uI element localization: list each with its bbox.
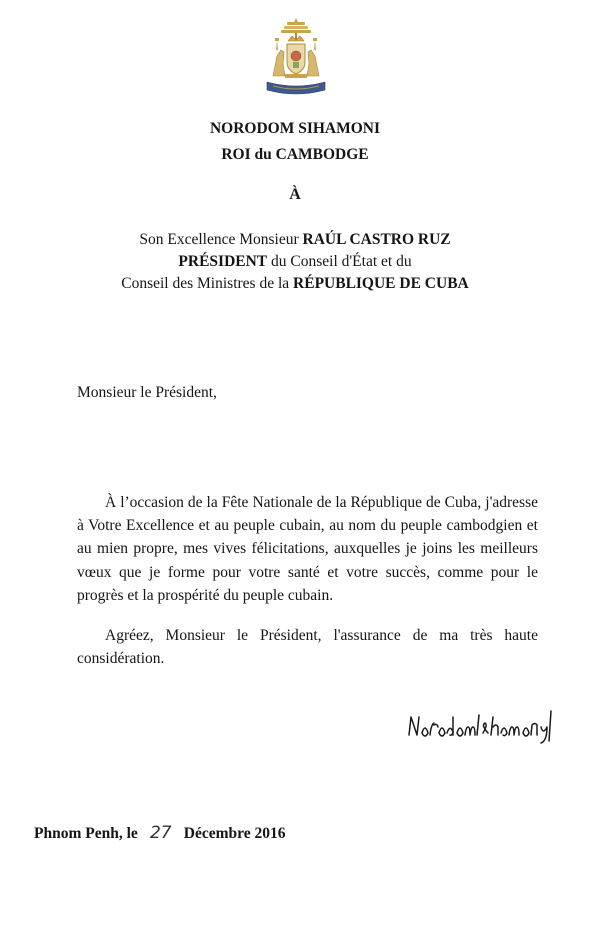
recipient-name: RAÚL CASTRO RUZ <box>302 231 451 248</box>
date-month-year: Décembre 2016 <box>183 825 286 842</box>
recipient-ministers-text: Conseil des Ministres de la <box>121 275 294 292</box>
royal-coat-of-arms-emblem <box>263 16 329 102</box>
body-paragraph-1: À l’occasion de la Fête Nationale de la République de Cuba, j'adresse à Votre Excellence et au peuple cubain, au nom du peuple cambodgien et au mien propre, mes vives félicitations, auxquelles je joins les meilleurs vœux que je forme pour votre santé et votre succès, comme pour le progrès et la prospérité du peuple cubain. <box>77 494 538 604</box>
sender-name: NORODOM SIHAMONI <box>209 120 381 137</box>
recipient-honorific: Son Excellence Monsieur <box>139 231 303 248</box>
sender-title: ROI du CAMBODGE <box>221 146 369 163</box>
date-place: Phnom Penh, le <box>34 825 138 842</box>
salutation: Monsieur le Président, <box>77 384 217 401</box>
recipient-line-3 <box>0 273 590 295</box>
handwritten-signature <box>405 705 557 745</box>
recipient-council-text: du Conseil d'État et du <box>267 253 412 270</box>
body-paragraph-2: Agréez, Monsieur le Président, l'assurance de ma très haute considération. <box>77 627 538 668</box>
date-day-handwritten: 27 <box>149 823 172 843</box>
addressed-to-mark: À <box>289 186 301 203</box>
recipient-line-1 <box>0 229 590 251</box>
recipient-line-2 <box>0 251 590 273</box>
sender-block <box>0 116 590 168</box>
date-line <box>34 823 286 843</box>
recipient-country: RÉPUBLIQUE DE CUBA <box>293 275 469 292</box>
recipient-block <box>0 229 590 295</box>
recipient-title: PRÉSIDENT <box>178 253 268 270</box>
